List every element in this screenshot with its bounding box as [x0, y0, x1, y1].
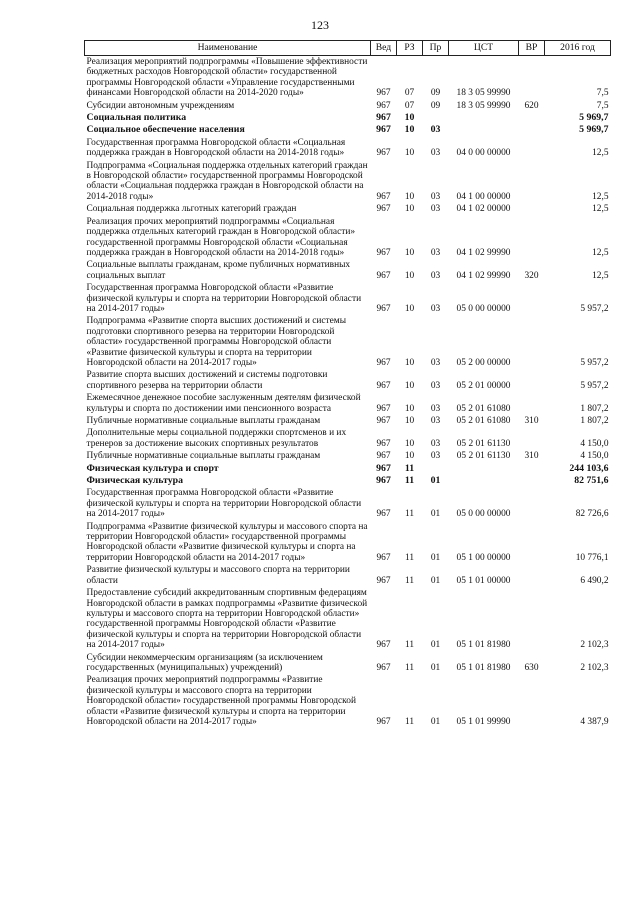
row-name: Ежемесячное денежное пособие заслуженным деятелям физической культуры и спорта по достижении ими пенсионного возраста: [86, 393, 361, 414]
row-vr: [519, 216, 545, 260]
table-row: [85, 463, 611, 475]
header-ved: Вед: [371, 41, 397, 56]
row-amount: 7,5: [596, 100, 609, 111]
row-cst: [449, 112, 519, 124]
row-cst: 18 3 05 99990: [456, 100, 511, 111]
row-rz: 11: [404, 716, 415, 727]
row-rz: 10: [404, 247, 415, 258]
row-pr: 03: [430, 124, 441, 136]
row-name: Физическая культура и спорт: [86, 462, 219, 474]
row-name: Реализация прочих мероприятий подпрограммы «Развитие физической культуры и массового спорта на территории Новгородской области» государственной программы Новгородской области «Развитие физической культуры и спорта на территории Новгородской области на 2014-2017 годы»: [86, 675, 356, 727]
row-cst: 05 2 01 61080: [456, 416, 511, 426]
table-row: [85, 652, 611, 675]
row-name: Социальные выплаты гражданам, кроме публичных нормативных социальных выплат: [86, 260, 351, 281]
row-vr: [519, 587, 545, 651]
row-ved: 967: [376, 462, 391, 474]
row-ved: 967: [376, 148, 391, 159]
row-name: Развитие спорта высших достижений и системы подготовки спортивного резерва на территории области: [86, 370, 328, 391]
row-pr: 03: [430, 204, 441, 215]
row-ved: 967: [376, 451, 391, 462]
row-vr: [519, 282, 545, 315]
row-pr: 03: [430, 380, 441, 391]
row-amount: 12,5: [592, 191, 609, 202]
row-name: Физическая культура: [86, 475, 184, 487]
row-vr: [519, 463, 545, 475]
row-ved: 967: [376, 716, 391, 727]
row-cst: 05 0 00 00000: [456, 509, 511, 520]
row-rz: 11: [404, 640, 415, 651]
row-vr: [519, 315, 545, 369]
row-rz: 10: [404, 112, 415, 124]
row-cst: 04 1 02 00000: [456, 204, 511, 215]
table-body: [85, 56, 611, 729]
row-ved: 967: [376, 303, 391, 314]
row-cst: 05 1 01 00000: [456, 575, 511, 586]
row-vr: [519, 124, 545, 136]
row-amount: 5 957,2: [580, 303, 609, 314]
table-row: [85, 475, 611, 487]
row-pr: 01: [430, 662, 441, 673]
row-amount: 12,5: [592, 204, 609, 215]
row-pr: [423, 112, 449, 124]
row-pr: [423, 463, 449, 475]
table-row: [85, 450, 611, 462]
row-vr: [519, 427, 545, 450]
row-rz: 10: [404, 451, 415, 462]
row-cst: 05 2 01 61130: [456, 438, 511, 449]
row-amount: 4 387,9: [580, 716, 609, 727]
table-row: [85, 427, 611, 450]
row-cst: 05 0 00 00000: [456, 303, 511, 314]
table-row: [85, 315, 611, 369]
row-vr: [519, 369, 545, 392]
row-ved: 967: [376, 509, 391, 520]
row-ved: 967: [376, 270, 391, 281]
row-ved: 967: [376, 112, 391, 124]
row-pr: 03: [430, 148, 441, 159]
row-ved: 967: [376, 247, 391, 258]
row-cst: 05 1 01 81980: [456, 640, 511, 651]
row-rz: 10: [404, 303, 415, 314]
row-rz: 10: [404, 204, 415, 215]
row-vr: [519, 203, 545, 215]
row-rz: 10: [404, 380, 415, 391]
table-row: [85, 487, 611, 520]
row-cst: 04 1 02 99990: [456, 270, 511, 281]
row-cst: 05 1 01 81980: [456, 662, 511, 673]
row-rz: 11: [404, 462, 415, 474]
row-cst: [449, 463, 519, 475]
row-vr: [519, 392, 545, 415]
row-rz: 10: [404, 191, 415, 202]
row-pr: 03: [430, 357, 441, 368]
row-name: Государственная программа Новгородской области «Социальная поддержка граждан в Новгородской области на 2014-2018 годы»: [86, 137, 346, 159]
row-ved: 967: [376, 88, 391, 99]
row-cst: 05 2 00 00000: [456, 357, 511, 368]
header-rz: РЗ: [397, 41, 423, 56]
row-ved: 967: [376, 403, 391, 414]
row-pr: 03: [430, 416, 441, 426]
row-amount: 2 102,3: [580, 662, 609, 673]
row-amount: 5 969,7: [579, 112, 609, 124]
header-vr: ВР: [519, 41, 545, 56]
row-vr: 310: [524, 451, 539, 462]
row-vr: [519, 475, 545, 487]
header-pr: Пр: [423, 41, 449, 56]
row-name: Публичные нормативные социальные выплаты гражданам: [86, 451, 321, 462]
row-amount: 5 957,2: [580, 380, 609, 391]
budget-table: [84, 40, 611, 728]
row-amount: 5 957,2: [580, 357, 609, 368]
row-pr: 09: [430, 100, 441, 111]
row-amount: 6 490,2: [580, 575, 609, 586]
row-amount: 244 103,6: [569, 462, 609, 474]
row-cst: 04 1 00 00000: [456, 191, 511, 202]
row-rz: 07: [404, 100, 415, 111]
table-row: [85, 369, 611, 392]
row-pr: 01: [430, 475, 441, 487]
row-vr: [519, 112, 545, 124]
row-amount: 1 807,2: [580, 403, 609, 414]
row-rz: 11: [404, 575, 415, 586]
row-pr: 01: [430, 640, 441, 651]
row-cst: 05 1 01 99990: [456, 716, 511, 727]
row-rz: 11: [404, 552, 415, 563]
row-vr: 310: [524, 416, 539, 426]
row-ved: 967: [376, 438, 391, 449]
row-name: Социальное обеспечение населения: [86, 124, 245, 136]
row-name: Дополнительные меры социальной поддержки спортсменов и их тренеров за достижение высоких спортивных результатов: [86, 428, 347, 449]
row-name: Подпрограмма «Развитие физической культуры и массового спорта на территории Новгородской области» государственной программы Новгородской области «Развитие физической культуры и спорта на территории Новгородской области на 2014-2017 годы»: [86, 521, 368, 563]
row-pr: 03: [430, 451, 441, 462]
row-amount: 1 807,2: [580, 416, 609, 426]
row-pr: 03: [430, 438, 441, 449]
row-pr: 09: [430, 88, 441, 99]
header-year: 2016 год: [545, 41, 611, 56]
table-row: [85, 216, 611, 260]
row-name: Подпрограмма «Социальная поддержка отдельных категорий граждан в Новгородской области» государственной программы Новгородской области «Социальная поддержка граждан в Новгородской области на 2014-2018 годы»: [86, 160, 368, 202]
row-cst: 04 0 00 00000: [456, 148, 511, 159]
row-ved: 967: [376, 552, 391, 563]
row-rz: 11: [404, 509, 415, 520]
row-rz: 10: [404, 438, 415, 449]
table-row: [85, 564, 611, 587]
table-row: [85, 137, 611, 160]
row-pr: 01: [430, 716, 441, 727]
row-name: Публичные нормативные социальные выплаты гражданам: [86, 416, 321, 426]
row-cst: 05 2 01 00000: [456, 380, 511, 391]
row-amount: 82 726,6: [575, 509, 609, 520]
row-ved: 967: [376, 124, 391, 136]
row-pr: 03: [430, 303, 441, 314]
row-name: Субсидии некоммерческим организациям (за исключением государственных (муниципальных) учреждений): [86, 652, 323, 673]
row-ved: 967: [376, 191, 391, 202]
table-row: [85, 112, 611, 124]
row-vr: 320: [524, 270, 539, 281]
row-pr: 01: [430, 575, 441, 586]
header-name: Наименование: [85, 41, 371, 56]
row-rz: 10: [404, 416, 415, 426]
row-pr: 03: [430, 191, 441, 202]
row-pr: 03: [430, 403, 441, 414]
row-name: Социальная политика: [86, 112, 187, 124]
row-ved: 967: [376, 204, 391, 215]
table-row: [85, 100, 611, 112]
row-name: Государственная программа Новгородской области «Развитие физической культуры и спорта на территории Новгородской области на 2014-2017 годы»: [86, 488, 362, 520]
row-name: Реализация мероприятий подпрограммы «Повышение эффективности бюджетных расходов Новгородской области» государственной программы Новгородской области «Управление государственными финансами Новгородской области на 2014-2020 годы»: [86, 57, 368, 99]
row-ved: 967: [376, 640, 391, 651]
row-vr: 630: [524, 662, 539, 673]
row-amount: 4 150,0: [580, 451, 609, 462]
table-row: [85, 674, 611, 728]
row-name: Предоставление субсидий аккредитованным спортивным федерациям Новгородской области в рамках подпрограммы «Развитие физической культуры и массового спорта на территории Новгородской области» государственной программы Новгородской области «Развитие физической культуры и спорта на территории Новгородской области на 2014-2017 годы»: [86, 588, 368, 651]
row-vr: [519, 56, 545, 100]
row-ved: 967: [376, 475, 391, 487]
row-vr: 620: [524, 100, 539, 111]
row-rz: 07: [404, 88, 415, 99]
row-vr: [519, 487, 545, 520]
row-amount: 2 102,3: [580, 640, 609, 651]
row-pr: 01: [430, 509, 441, 520]
row-rz: 10: [404, 357, 415, 368]
table-row: [85, 587, 611, 651]
row-rz: 10: [404, 124, 415, 136]
row-pr: 03: [430, 270, 441, 281]
row-ved: 967: [376, 380, 391, 391]
table-row: [85, 56, 611, 100]
table-row: [85, 521, 611, 565]
row-cst: 05 1 00 00000: [456, 552, 511, 563]
header-cst: ЦСТ: [449, 41, 519, 56]
row-vr: [519, 674, 545, 728]
row-pr: 01: [430, 552, 441, 563]
row-ved: 967: [376, 575, 391, 586]
row-amount: 82 751,6: [574, 475, 609, 487]
row-name: Подпрограмма «Развитие спорта высших достижений и системы подготовки спортивного резерва на территории Новгородской области» государственной программы Новгородской области «Развитие физической культуры и спорта на территории Новгородской области на 2014-2017 годы»: [86, 316, 347, 368]
row-ved: 967: [376, 416, 391, 426]
table-row: [85, 415, 611, 427]
row-amount: 5 969,7: [579, 124, 609, 136]
table-header-row: [85, 41, 611, 56]
table-row: [85, 282, 611, 315]
table-row: [85, 203, 611, 215]
row-amount: 12,5: [592, 270, 609, 281]
row-name: Реализация прочих мероприятий подпрограммы «Социальная поддержка отдельных категорий граждан в Новгородской области» государственной программы Новгородской области «Социальная поддержка граждан в Новгородской области на 2014-2018 годы»: [86, 216, 356, 258]
row-cst: 04 1 02 99990: [456, 247, 511, 258]
row-name: Социальная поддержка льготных категорий граждан: [86, 204, 297, 215]
row-name: Субсидии автономным учреждениям: [86, 100, 235, 111]
row-vr: [519, 160, 545, 204]
row-name: Государственная программа Новгородской области «Развитие физической культуры и спорта на территории Новгородской области на 2014-2017 годы»: [86, 283, 362, 314]
table-row: [85, 392, 611, 415]
table-row: [85, 124, 611, 136]
row-vr: [519, 137, 545, 160]
row-rz: 10: [404, 270, 415, 281]
row-rz: 11: [404, 475, 415, 487]
row-rz: 10: [404, 403, 415, 414]
row-rz: 10: [404, 148, 415, 159]
table-row: [85, 259, 611, 282]
row-cst: 05 2 01 61080: [456, 403, 511, 414]
row-amount: 4 150,0: [580, 438, 609, 449]
row-amount: 12,5: [592, 148, 609, 159]
row-vr: [519, 521, 545, 565]
row-amount: 10 776,1: [575, 552, 609, 563]
row-cst: [449, 475, 519, 487]
row-ved: 967: [376, 100, 391, 111]
row-pr: 03: [430, 247, 441, 258]
row-name: Развитие физической культуры и массового спорта на территории области: [86, 565, 350, 586]
row-cst: [449, 124, 519, 136]
row-cst: 05 2 01 61130: [456, 451, 511, 462]
table-row: [85, 160, 611, 204]
row-amount: 7,5: [596, 88, 609, 99]
row-vr: [519, 564, 545, 587]
row-rz: 11: [404, 662, 415, 673]
row-amount: 12,5: [592, 247, 609, 258]
row-cst: 18 3 05 99990: [456, 88, 511, 99]
page-number: 123: [311, 18, 329, 32]
row-ved: 967: [376, 357, 391, 368]
row-ved: 967: [376, 662, 391, 673]
